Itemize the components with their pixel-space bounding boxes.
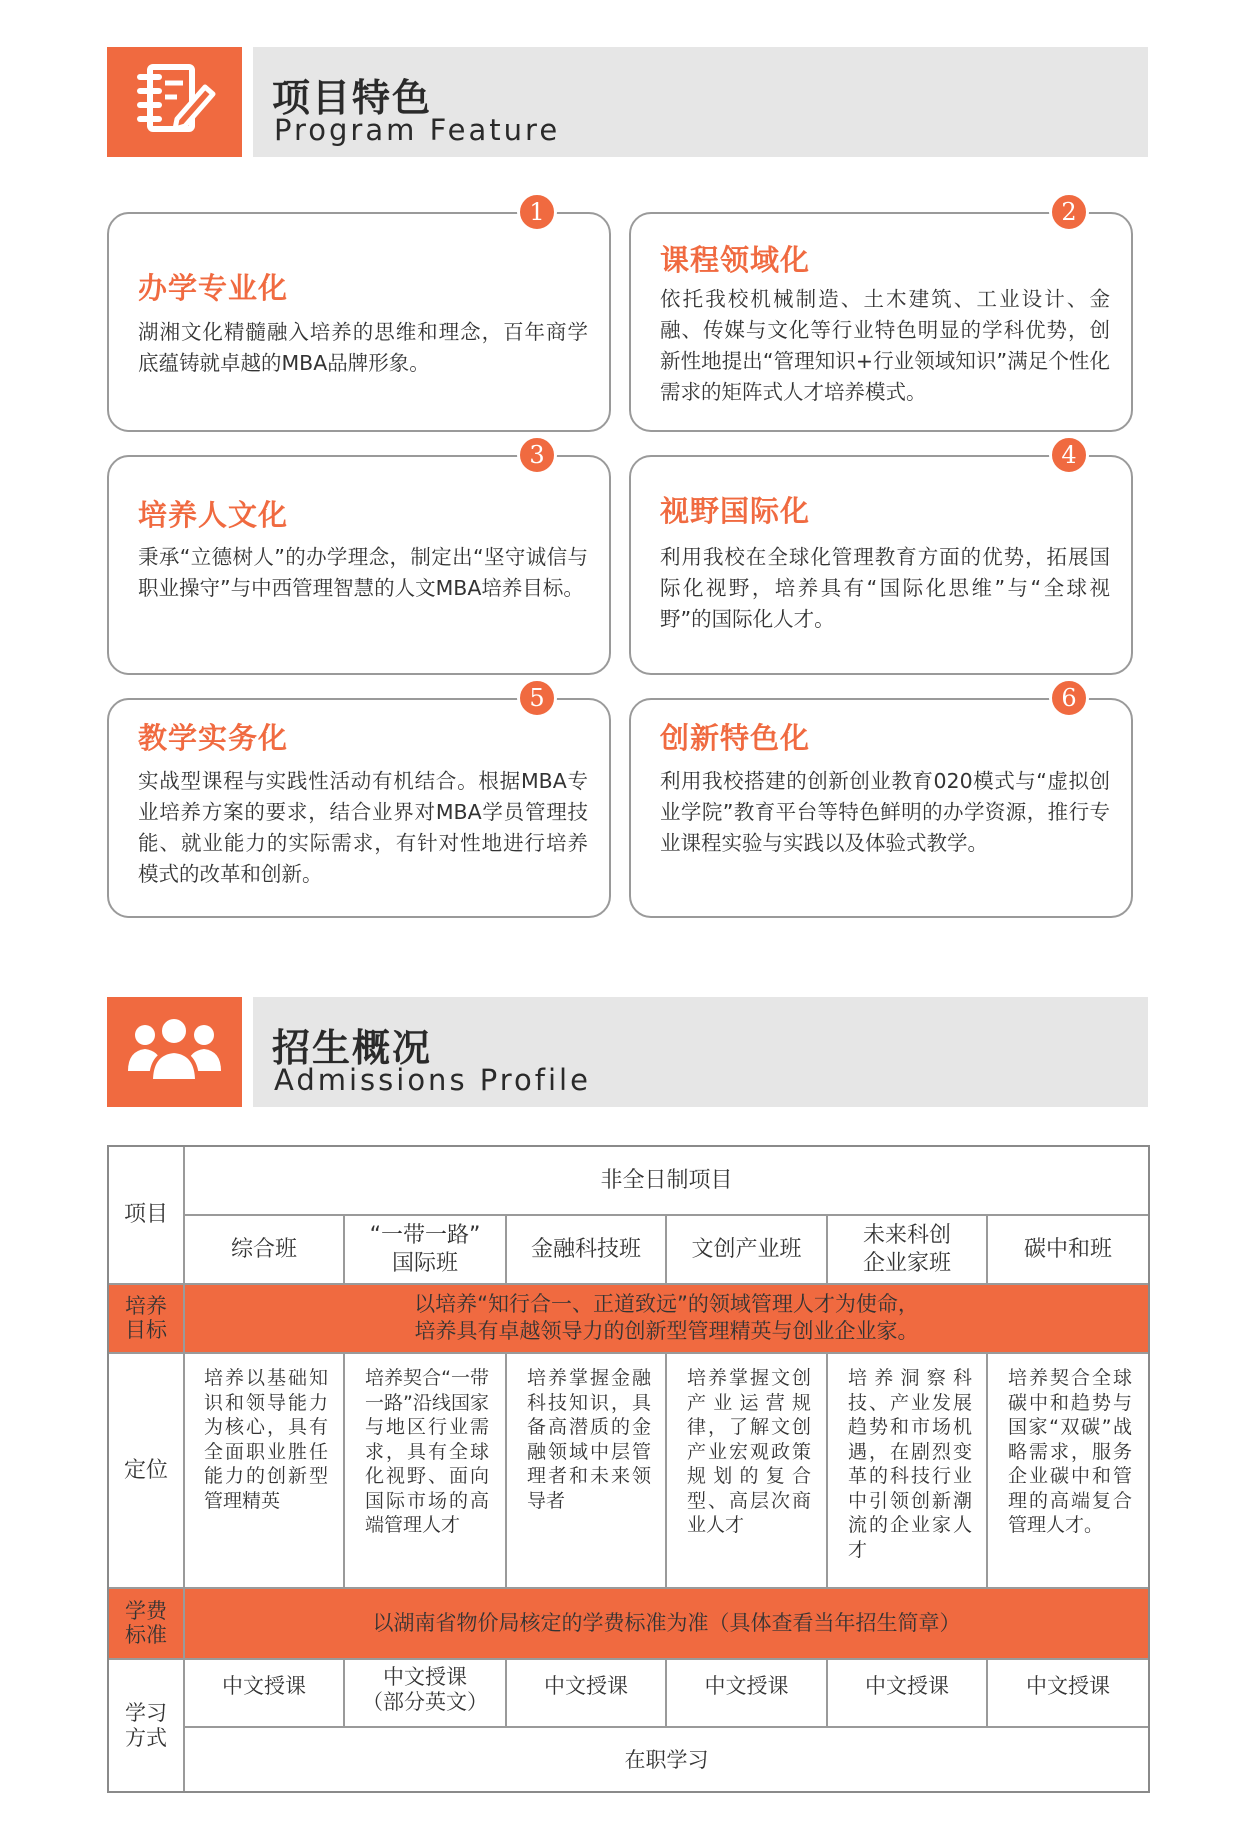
section-header-program-feature xyxy=(107,47,1148,157)
row-header-item: 项目 xyxy=(123,1202,168,1227)
column-header-belt-road: “一带一路” 国际班 xyxy=(369,1222,481,1276)
language-cultural: 中文授课 xyxy=(704,1674,789,1698)
section-title-cn: 招生概况 xyxy=(272,1026,433,1070)
feature-title: 视野国际化 xyxy=(660,494,811,528)
fee-text: 以湖南省物价局核定的学费标准为准（具体查看当年招生简章） xyxy=(372,1610,961,1635)
feature-body: 实战型课程与实践性活动有机结合。根据MBA专业培养方案的要求，结合业界对MBA学员管理技能、就业能力的实际需求，有针对性地进行培养模式的改革和创新。 xyxy=(138,769,588,886)
goal-text: 以培养“知行合一、正道致远”的领域管理人才为使命， 培养具有卓越领导力的创新型管理精英与创业企业家。 xyxy=(414,1292,919,1343)
feature-card-6 xyxy=(629,684,1133,918)
feature-title: 课程领域化 xyxy=(660,243,811,277)
language-fintech: 中文授课 xyxy=(544,1674,628,1698)
feature-number-badge: 1 xyxy=(517,192,557,232)
feature-body: 依托我校机械制造、土木建筑、工业设计、金融、传媒与文化等行业特色明显的学科优势，创新性地提出“管理知识+行业领域知识”满足个性化需求的矩阵式人才培养模式。 xyxy=(660,287,1110,404)
section-title-cn: 项目特色 xyxy=(272,76,433,120)
position-comprehensive: 培养以基础知识和领导能力为核心，具有全面职业胜任能力的创新型管理精英 xyxy=(204,1367,328,1512)
study-mode: 在职学习 xyxy=(624,1747,709,1772)
admissions-table xyxy=(107,1145,1150,1793)
feature-body: 利用我校搭建的创新创业教育020模式与“虚拟创业学院”教育平台等特色鲜明的办学资源，推行专业课程实验与实践以及体验式教学。 xyxy=(660,769,1110,855)
section-icon-box xyxy=(107,997,242,1107)
position-cultural: 培养掌握文创产业运营规律，了解文创产业宏观政策规划的复合型、高层次商业人才 xyxy=(687,1367,811,1536)
feature-number-badge: 4 xyxy=(1049,435,1089,475)
section-icon-box xyxy=(107,47,242,157)
row-label-position: 定位 xyxy=(123,1457,168,1483)
feature-body: 利用我校在全球化管理教育方面的优势，拓展国际化视野，培养具有“国际化思维”与“全球视野”的国际化人才。 xyxy=(660,545,1110,631)
language-comprehensive: 中文授课 xyxy=(222,1674,306,1698)
language-future-tech: 中文授课 xyxy=(865,1674,949,1698)
edit-notebook-icon xyxy=(107,47,242,157)
position-belt-road: 培养契合“一带一路”沿线国家与地区行业需求，具有全球化视野、面向国际市场的高端管理人才 xyxy=(365,1367,489,1536)
top-header-part-time: 非全日制项目 xyxy=(600,1167,733,1193)
feature-card-1 xyxy=(107,198,611,432)
header-divider xyxy=(242,47,253,157)
column-header-carbon: 碳中和班 xyxy=(1023,1236,1112,1262)
feature-card-5 xyxy=(107,684,611,918)
feature-title: 创新特色化 xyxy=(660,721,811,755)
column-header-fintech: 金融科技班 xyxy=(530,1236,641,1262)
section-title-en: Program Feature xyxy=(274,113,561,147)
feature-number-badge: 6 xyxy=(1049,678,1089,718)
position-fintech: 培养掌握金融科技知识，具备高潜质的金融领域中层管理者和未来领导者 xyxy=(527,1367,651,1512)
language-carbon: 中文授课 xyxy=(1026,1674,1110,1698)
row-label-study: 学习 方式 xyxy=(125,1700,167,1750)
feature-body: 湖湘文化精髓融入培养的思维和理念，百年商学底蕴铸就卓越的MBA品牌形象。 xyxy=(138,320,588,375)
people-group-icon xyxy=(107,997,242,1107)
row-label-goal: 培养 目标 xyxy=(125,1294,167,1342)
feature-card-2 xyxy=(629,198,1133,432)
feature-number-badge: 2 xyxy=(1049,192,1089,232)
position-carbon: 培养契合全球碳中和趋势与国家“双碳”战略需求，服务企业碳中和管理的高端复合管理人才。 xyxy=(1008,1367,1132,1536)
column-header-future-tech: 未来科创 企业家班 xyxy=(862,1222,951,1276)
position-future-tech: 培养洞察科技、产业发展趋势和市场机遇，在剧烈变革的科技行业中引领创新潮流的企业家人才 xyxy=(848,1367,972,1561)
feature-number-badge: 5 xyxy=(517,678,557,718)
feature-title: 办学专业化 xyxy=(138,271,289,305)
row-label-fee: 学费 标准 xyxy=(125,1598,167,1647)
feature-card-3 xyxy=(107,441,611,675)
feature-title: 教学实务化 xyxy=(138,721,289,755)
column-header-comprehensive: 综合班 xyxy=(230,1236,297,1262)
column-header-cultural: 文创产业班 xyxy=(691,1236,802,1262)
feature-card-4 xyxy=(629,441,1133,675)
header-divider xyxy=(242,997,253,1107)
section-header-admissions xyxy=(107,997,1148,1107)
feature-number-badge: 3 xyxy=(517,435,557,475)
language-belt-road: 中文授课 （部分英文） xyxy=(362,1665,488,1714)
feature-body: 秉承“立德树人”的办学理念，制定出“坚守诚信与职业操守”与中西管理智慧的人文MBA培养目标。 xyxy=(138,545,588,600)
section-title-en: Admissions Profile xyxy=(274,1063,591,1097)
feature-title: 培养人文化 xyxy=(138,498,289,532)
